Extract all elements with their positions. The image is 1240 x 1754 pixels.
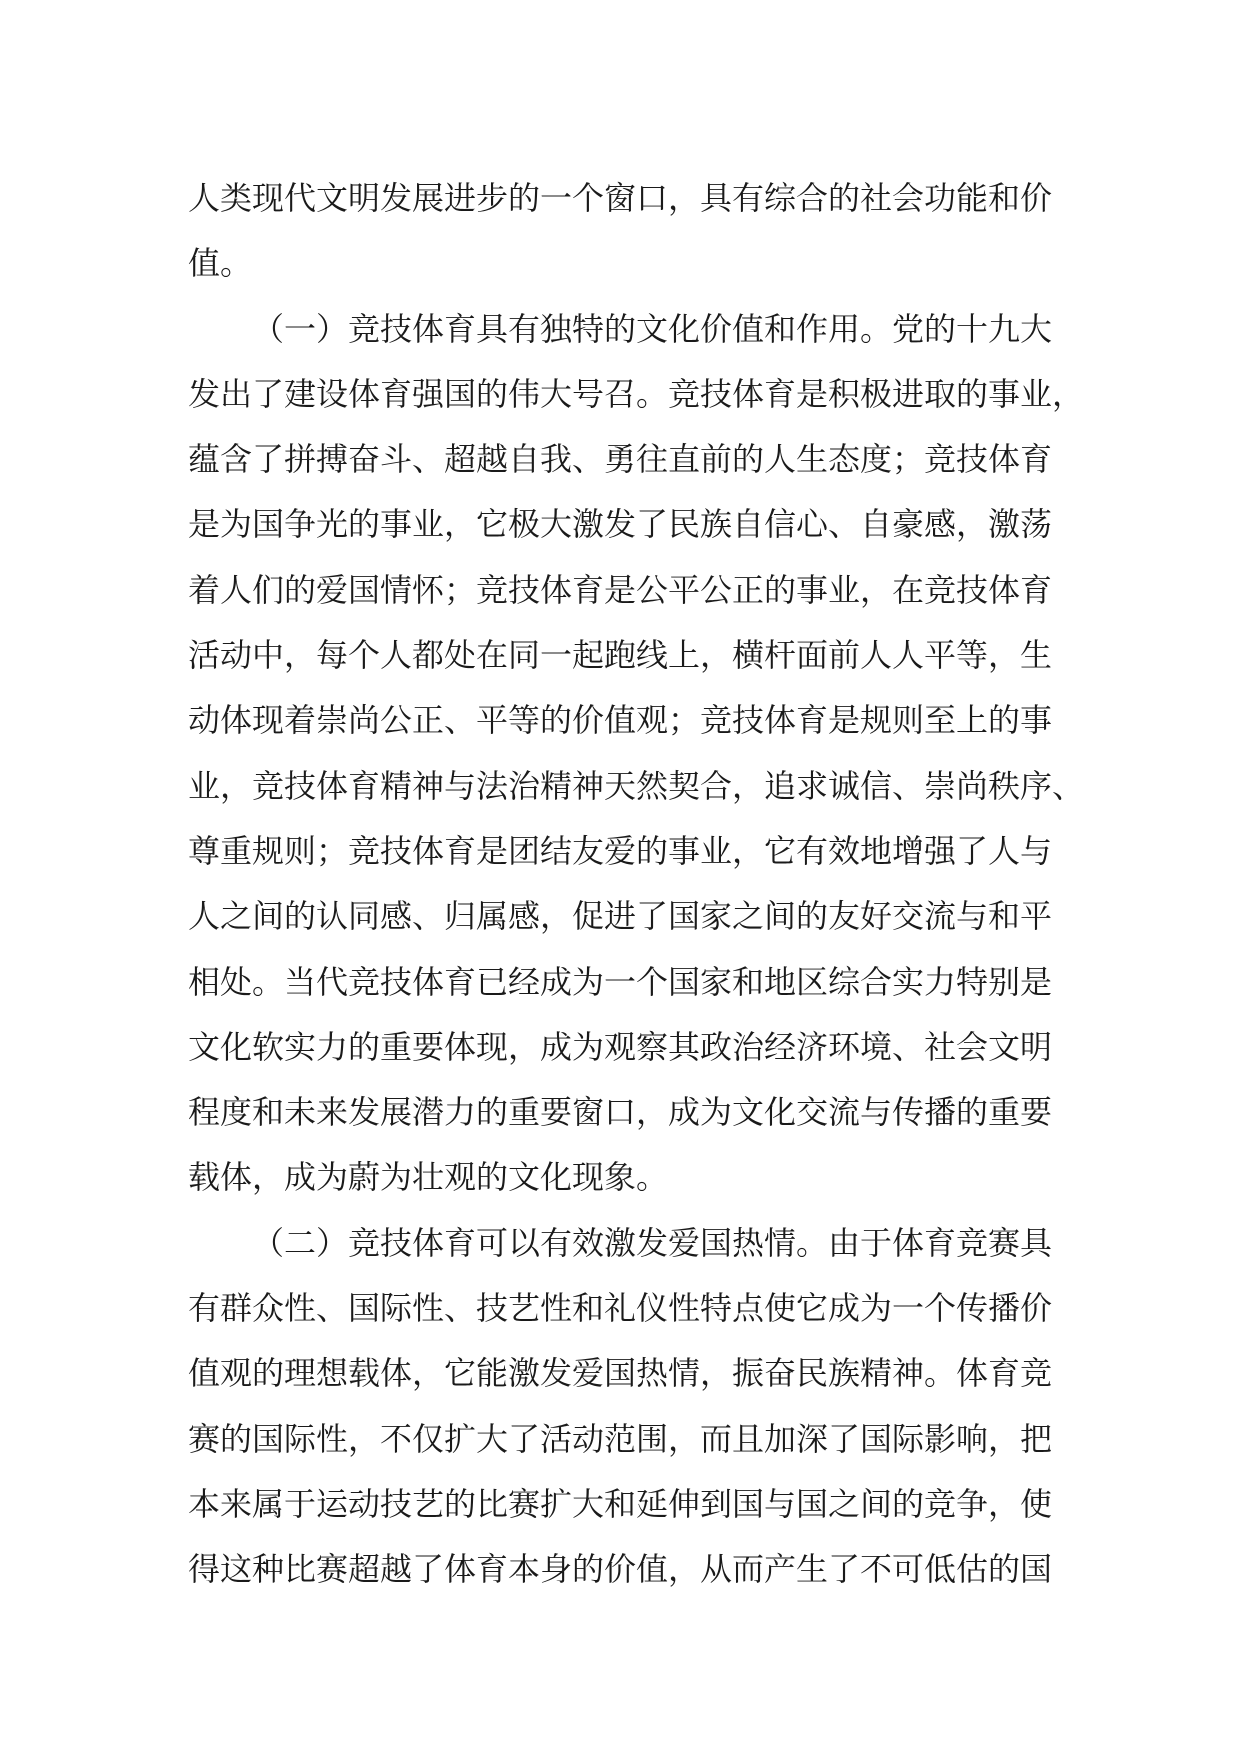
text-line: 蕴含了拼搏奋斗、超越自我、勇往直前的人生态度；竞技体育 xyxy=(188,440,1053,479)
text-line: 是为国争光的事业，它极大激发了民族自信心、自豪感，激荡 xyxy=(188,505,1053,544)
document-body xyxy=(188,166,1088,1603)
text-line: 发出了建设体育强国的伟大号召。竞技体育是积极进取的事业， xyxy=(188,374,1085,413)
text-line: 文化软实力的重要体现，成为观察其政治经济环境、社会文明 xyxy=(188,1027,1053,1066)
text-line: 人类现代文明发展进步的一个窗口，具有综合的社会功能和价 xyxy=(188,179,1053,217)
text-line: 程度和未来发展潜力的重要窗口，成为文化交流与传播的重要 xyxy=(188,1093,1053,1132)
text-line: 得这种比赛超越了体育本身的价值，从而产生了不可低估的国 xyxy=(188,1550,1053,1589)
text-line: （二）竞技体育可以有效激发爱国热情。由于体育竞赛具 xyxy=(252,1223,1053,1262)
text-line: 值观的理想载体，它能激发爱国热情，振奋民族精神。体育竞 xyxy=(188,1354,1053,1393)
text-line: 动体现着崇尚公正、平等的价值观；竞技体育是规则至上的事 xyxy=(188,701,1053,740)
text-line: 相处。当代竞技体育已经成为一个国家和地区综合实力特别是 xyxy=(188,962,1053,1001)
text-line: 本来属于运动技艺的比赛扩大和延伸到国与国之间的竞争，使 xyxy=(188,1484,1053,1523)
text-line: 有群众性、国际性、技艺性和礼仪性特点使它成为一个传播价 xyxy=(188,1289,1053,1328)
text-line: 人之间的认同感、归属感，促进了国家之间的友好交流与和平 xyxy=(188,897,1053,936)
text-line: 活动中，每个人都处在同一起跑线上，横杆面前人人平等，生 xyxy=(188,636,1053,675)
text-line: 尊重规则；竞技体育是团结友爱的事业，它有效地增强了人与 xyxy=(188,831,1053,870)
text-line: 赛的国际性，不仅扩大了活动范围，而且加深了国际影响，把 xyxy=(188,1419,1053,1458)
text-line: （一）竞技体育具有独特的文化价值和作用。党的十九大 xyxy=(252,309,1053,348)
text-line: 载体，成为蔚为壮观的文化现象。 xyxy=(188,1158,669,1197)
text-line: 值。 xyxy=(188,244,253,283)
text-line: 业，竞技体育精神与法治精神天然契合，追求诚信、崇尚秩序、 xyxy=(188,766,1085,805)
text-line: 着人们的爱国情怀；竞技体育是公平公正的事业，在竞技体育 xyxy=(188,570,1053,609)
